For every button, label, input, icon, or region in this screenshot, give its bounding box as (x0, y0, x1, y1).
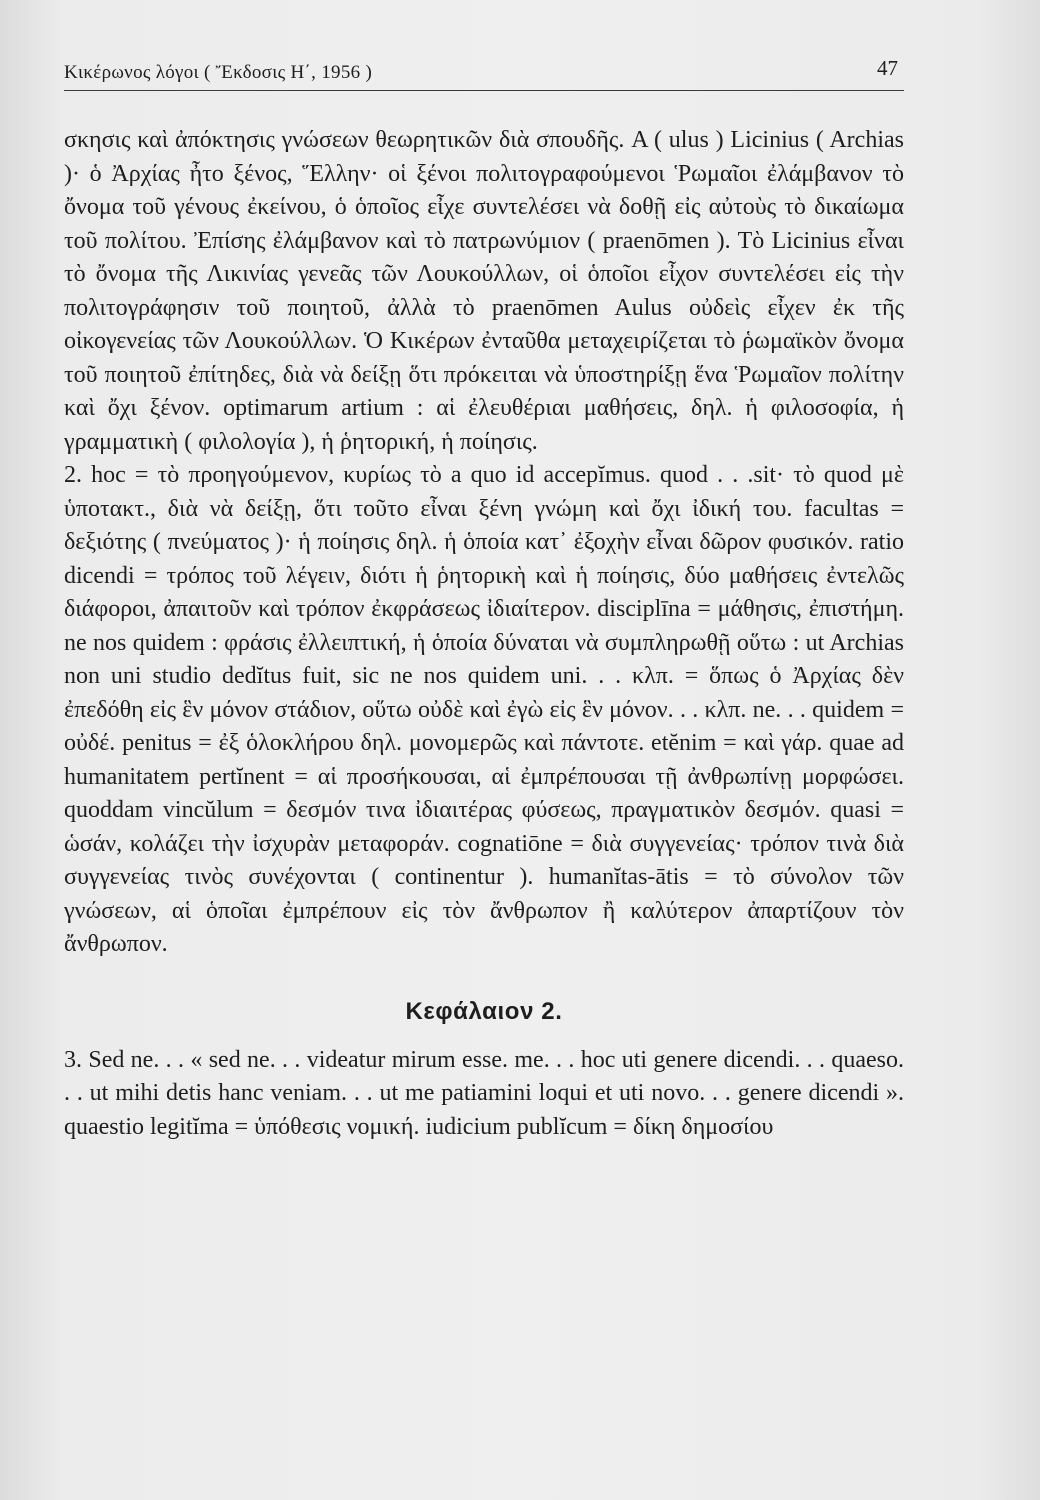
header-title: Κικέρωνος λόγοι ( Ἔκδοσις Η΄, 1956 ) (64, 62, 373, 83)
running-header (64, 56, 904, 91)
chapter-heading: Κεφάλαιον 2. (405, 997, 563, 1025)
page-number: 47 (877, 56, 898, 80)
paragraph: 2. hoc = τὸ προηγούμενον, κυρίως τὸ a quo id accepĭmus. quod . . .sit· τὸ quod μὲ ὑποτακτ., διὰ νὰ δείξῃ, ὅτι τοῦτο εἶναι ξένη γνώμη καὶ ὄχι ἰδική του. facultas = δεξιότης ( πνεύματος )· ἡ ποίησις δηλ. ἡ ὁποία κατ᾽ ἐξοχὴν εἶναι δῶρον φυσικόν. ratio dicendi = τρόπος τοῦ λέγειν, διότι ἡ ῥητορικὴ καὶ ἡ ποίησις, δύο μαθήσεις ἐντελῶς διάφοροι, ἀπαιτοῦν καὶ τρόπον ἐκφράσεως ἰδιαίτερον. disciplīna = μάθησις, ἐπιστήμη. ne nos quidem : φράσις ἐλλειπτική, ἡ ὁποία δύναται νὰ συμπληρωθῇ οὕτω : ut Archias non uni studio dedĭtus fuit, sic ne nos quidem uni. . . κλπ. = ὅπως ὁ Ἀρχίας δὲν ἐπεδόθη εἰς ἓν μόνον στάδιον, οὕτω οὐδὲ καὶ ἐγὼ εἰς ἓν μόνον. . . κλπ. ne. . . quidem = οὐδέ. penitus = ἐξ ὁλοκλήρου δηλ. μονομερῶς καὶ πάντοτε. etĕnim = καὶ γάρ. quae ad humanitatem pertĭnent = αἱ προσήκουσαι, αἱ ἐμπρέπουσαι τῇ ἀνθρωπίνῃ μορφώσει. quoddam vincŭlum = δεσμόν τινα ἰδιαιτέρας φύσεως, πραγματικὸν δεσμόν. quasi = ὡσάν, κολάζει τὴν ἰσχυρὰν μεταφοράν. cognatiōne = διὰ συγγενείας· τρόπον τινὰ διὰ συγγενείας τινὸς συνέχονται ( continentur ). humanĭtas-ātis = τὸ σύνολον τῶν γνώσεων, αἱ ὁποῖαι ἐμπρέπουν εἰς τὸν ἄνθρωπον ἢ καλύτερον ἀπαρτίζουν τὸν ἄνθρωπον. (64, 462, 904, 957)
paragraph: 3. Sed ne. . . « sed ne. . . videatur mirum esse. me. . . hoc uti genere dicendi. . . quaeso. . . ut mihi detis hanc veniam. . . ut me patiamini loqui et uti novo. . . genere dicendi ». quaestio legitĭma = ὑπόθεσις νομική. iudicium publĭcum = δίκη δημοσίου (64, 1046, 904, 1140)
paragraph: σκησις καὶ ἀπόκτησις γνώσεων θεωρητικῶν διὰ σπουδῆς. A ( ulus ) Licinius ( Archias )· ὁ Ἀρχίας ἦτο ξένος, Ἕλλην· οἱ ξένοι πολιτογραφούμενοι Ῥωμαῖοι ἐλάμβανον τὸ ὄνομα τοῦ γένους ἐκείνου, ὁ ὁποῖος εἶχε συντελέσει νὰ δοθῇ εἰς αὐτοὺς τὸ δικαίωμα τοῦ πολίτου. Ἐπίσης ἐλάμβανον καὶ τὸ πατρωνύμιον ( praenōmen ). Τὸ Licinius εἶναι τὸ ὄνομα τῆς Λικινίας γενεᾶς τῶν Λουκούλλων, οἱ ὁποῖοι εἶχον συντελέσει εἰς τὴν πολιτογράφησιν τοῦ ποιητοῦ, ἀλλὰ τὸ praenōmen Aulus οὐδεὶς εἶχεν ἐκ τῆς οἰκογενείας τῶν Λουκούλλων. Ὁ Κικέρων ἐνταῦθα μεταχειρίζεται τὸ ῥωμαϊκὸν ὄνομα τοῦ ποιητοῦ ἐπίτηδες, διὰ νὰ δείξῃ ὅτι πρόκειται νὰ ὑποστηρίξῃ ἕνα Ῥωμαῖον πολίτην καὶ ὄχι ξένον. optimarum artium : αἱ ἐλευθέριαι μαθήσεις, δηλ. ἡ φιλοσοφία, ἡ γραμματικὴ ( φιλολογία ), ἡ ῥητορική, ἡ ποίησις. (64, 127, 904, 455)
commentary-text (64, 124, 904, 1144)
